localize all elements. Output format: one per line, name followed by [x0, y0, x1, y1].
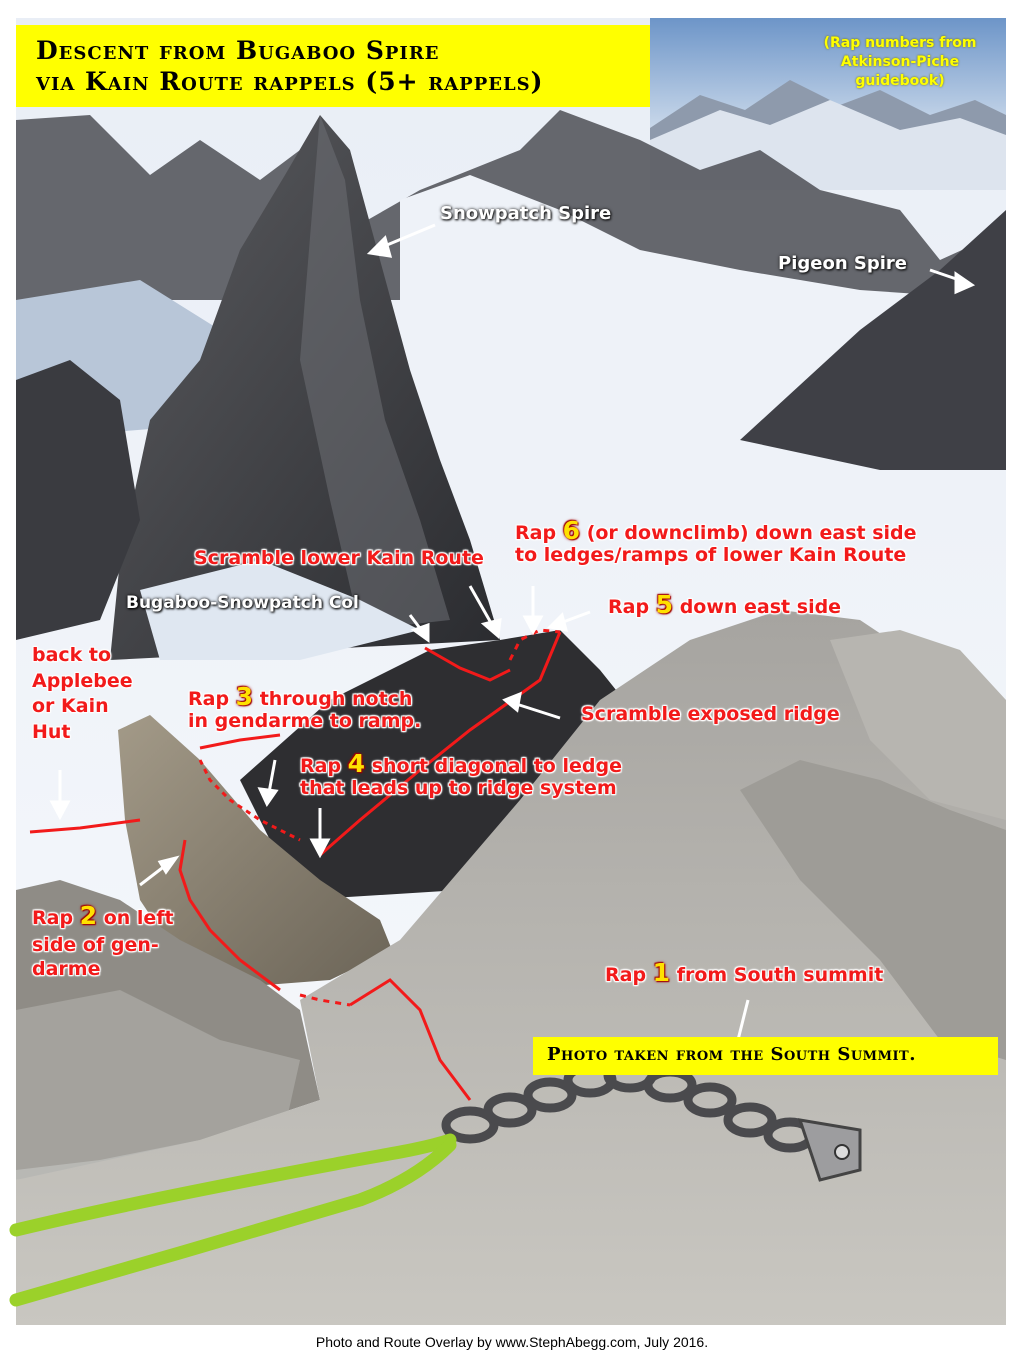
rap-5-prefix: Rap — [608, 596, 656, 618]
rap-1-prefix: Rap — [605, 964, 653, 986]
label-scramble-exposed-ridge: Scramble exposed ridge — [581, 703, 840, 725]
label-back-to-hut: back to Applebee or Kain Hut — [32, 644, 133, 743]
guidebook-note — [800, 34, 1000, 91]
label-rap-1 — [605, 959, 883, 987]
label-rap-3 — [188, 683, 421, 732]
rap-4-text: short diagonal to ledge — [365, 755, 622, 777]
label-rap-6 — [515, 517, 917, 566]
label-bugaboo-snowpatch-col: Bugaboo-Snowpatch Col — [126, 593, 359, 613]
rap-6-line-2: to ledges/ramps of lower Kain Route — [515, 544, 907, 566]
rap-2-prefix: Rap — [32, 907, 80, 929]
rap-1-number: 1 — [652, 958, 671, 987]
title-line-1: Descent from Bugaboo Spire — [36, 36, 440, 65]
rap-6-prefix: Rap — [515, 522, 563, 544]
guidebook-note-line-1: (Rap numbers from — [823, 35, 977, 51]
rap-2-text: on left — [97, 907, 174, 929]
label-snowpatch-spire: Snowpatch Spire — [440, 203, 612, 224]
rap-2-line-2: side of gen- darme — [32, 933, 159, 981]
photo-credit: Photo and Route Overlay by www.StephAbegg.com, July 2016. — [315, 1334, 709, 1350]
guidebook-note-line-2: Atkinson-Piche guidebook) — [840, 53, 960, 89]
label-scramble-lower-kain: Scramble lower Kain Route — [194, 547, 484, 569]
rap-3-text: through notch — [253, 688, 413, 710]
label-rap-4 — [300, 750, 622, 799]
label-rap-5 — [608, 591, 841, 619]
rap-4-prefix: Rap — [300, 755, 348, 777]
rap-6-text: (or downclimb) down east side — [580, 522, 917, 544]
title-line-2: via Kain Route rappels (5+ rappels) — [36, 67, 544, 97]
rap-5-number: 5 — [655, 590, 674, 619]
rap-3-number: 3 — [235, 682, 254, 711]
rap-3-line-2: in gendarme to ramp. — [188, 710, 422, 732]
rap-2-number: 2 — [79, 901, 98, 930]
rap-4-line-2: that leads up to ridge system — [300, 777, 617, 799]
label-pigeon-spire: Pigeon Spire — [778, 253, 908, 274]
photo-caption: Photo taken from the South Summit. — [533, 1037, 998, 1075]
rap-6-number: 6 — [562, 516, 581, 545]
label-rap-2 — [32, 900, 174, 982]
rap-1-text: from South summit — [670, 964, 884, 986]
rap-4-number: 4 — [347, 749, 366, 778]
rap-3-prefix: Rap — [188, 688, 236, 710]
rap-5-text: down east side — [673, 596, 842, 618]
title-banner — [16, 25, 650, 107]
